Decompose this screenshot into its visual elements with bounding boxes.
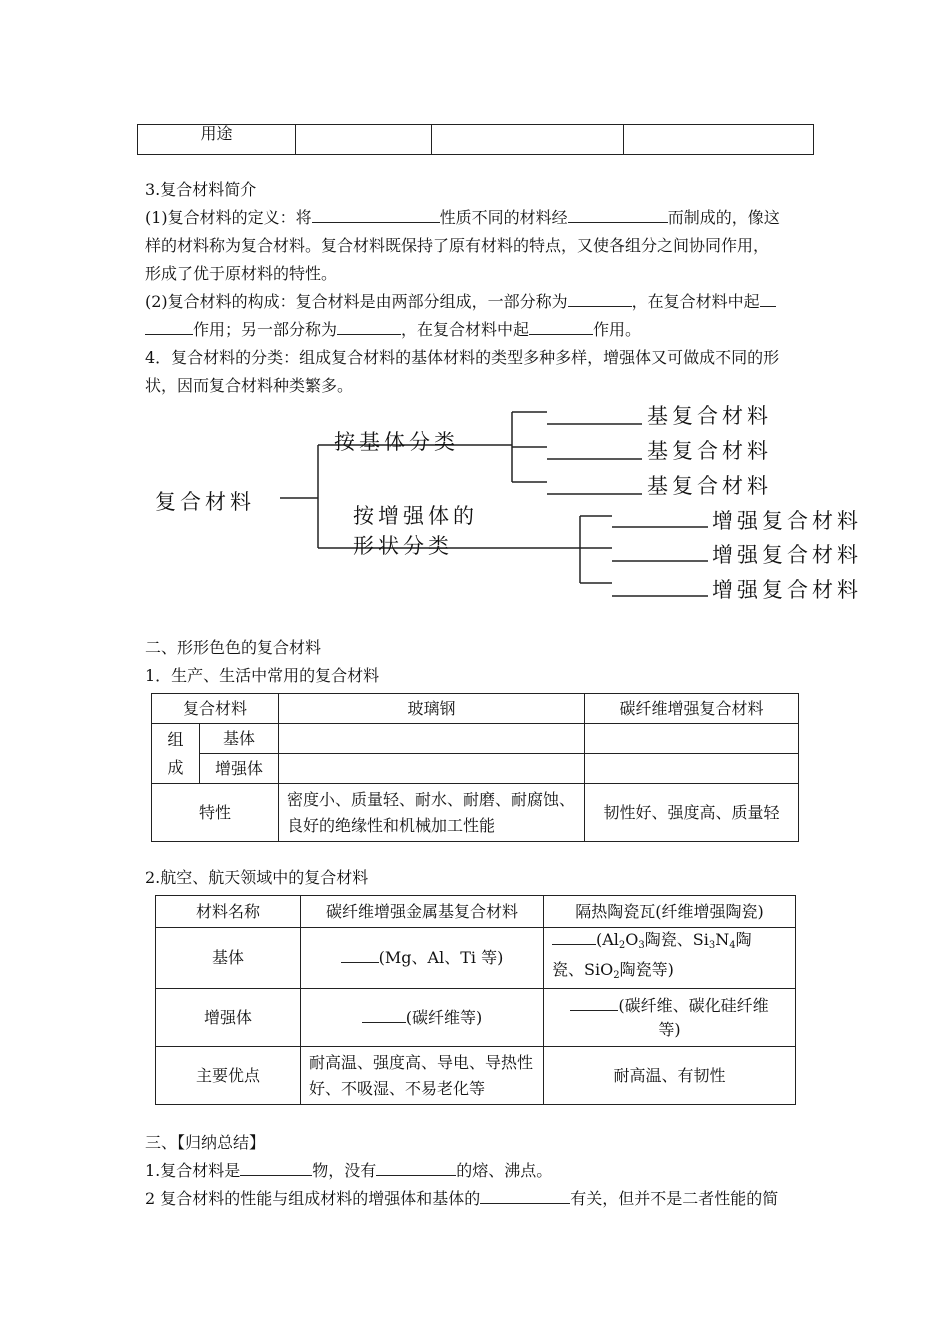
diagram-branch-reinforce-1: 按增强体的 bbox=[353, 504, 478, 528]
answer-blank[interactable] bbox=[376, 1161, 456, 1176]
answer-blank[interactable] bbox=[341, 948, 379, 963]
section3-title: 3.复合材料简介 bbox=[145, 180, 257, 199]
aerospace-composites-table bbox=[155, 895, 796, 1105]
row-label-advantages: 主要优点 bbox=[156, 1047, 301, 1105]
diagram-leaf-matrix: 基复合材料 bbox=[647, 474, 772, 498]
composition-line-2: 作用；另一部分称为 ，在复合材料中起 作用。 bbox=[145, 320, 641, 340]
diagram-leaf-matrix: 基复合材料 bbox=[647, 439, 772, 463]
answer-blank[interactable] bbox=[552, 930, 596, 945]
answer-blank[interactable] bbox=[362, 1008, 406, 1023]
composition-group-label: 组 成 bbox=[152, 724, 200, 784]
composition-line-1: (2)复合材料的构成：复合材料是由两部分组成，一部分称为 ，在复合材料中起 bbox=[145, 292, 776, 312]
usage-row-label: 用途 bbox=[138, 125, 296, 155]
definition-line-2: 样的材料称为复合材料。复合材料既保持了原有材料的特点，又使各组分之间协同作用， bbox=[145, 236, 770, 255]
ceramic-reinforce-cell: (碳纤维、碳化硅纤维 等) bbox=[544, 989, 796, 1047]
row-label-matrix: 基体 bbox=[200, 724, 279, 754]
ceramic-advantages: 耐高温、有韧性 bbox=[544, 1047, 796, 1105]
table-header: 复合材料 bbox=[152, 694, 279, 724]
definition-line-3: 形成了优于原材料的特性。 bbox=[145, 264, 338, 283]
diagram-leaf-reinforce: 增强复合材料 bbox=[712, 578, 862, 602]
section-three-title: 三、【归纳总结】 bbox=[145, 1133, 266, 1152]
table-header: 隔热陶瓷瓦(纤维增强陶瓷) bbox=[544, 896, 796, 928]
answer-cell[interactable] bbox=[585, 724, 799, 754]
answer-blank[interactable] bbox=[480, 1189, 570, 1204]
table-header: 碳纤维增强金属基复合材料 bbox=[301, 896, 544, 928]
row-label-property: 特性 bbox=[152, 784, 279, 842]
answer-cell[interactable] bbox=[585, 754, 799, 784]
section-two-sub1: 1．生产、生活中常用的复合材料 bbox=[145, 666, 380, 685]
summary-line-2: 2 复合材料的性能与组成材料的增强体和基体的 有关，但并不是二者性能的简 bbox=[145, 1189, 779, 1208]
metal-advantages: 耐高温、强度高、导电、导热性好、不吸湿、不易老化等 bbox=[301, 1047, 544, 1105]
diagram-branch-reinforce-2: 形状分类 bbox=[353, 534, 453, 558]
carbon-fiber-property: 韧性好、强度高、质量轻 bbox=[585, 784, 799, 842]
definition-line-1: (1)复合材料的定义：将 性质不同的材料经 而制成的，像这 bbox=[145, 208, 780, 227]
section-two-title: 二、形形色色的复合材料 bbox=[145, 638, 322, 657]
answer-blank[interactable] bbox=[240, 1161, 312, 1176]
summary-line-1: 1.复合材料是 物，没有 的熔、沸点。 bbox=[145, 1161, 553, 1180]
diagram-leaf-reinforce: 增强复合材料 bbox=[712, 509, 862, 533]
ceramic-matrix-cell: ($Al_2O_3$陶瓷、$Si_3N_4$陶 瓷、SiO$_2$陶瓷等) bbox=[544, 928, 796, 989]
table-header: 材料名称 bbox=[156, 896, 301, 928]
diagram-leaf-matrix: 基复合材料 bbox=[647, 404, 772, 428]
answer-cell[interactable] bbox=[279, 754, 585, 784]
answer-cell[interactable] bbox=[279, 724, 585, 754]
diagram-leaf-reinforce: 增强复合材料 bbox=[712, 543, 862, 567]
diagram-branch-matrix: 按基体分类 bbox=[334, 430, 459, 454]
metal-reinforce-cell: (碳纤维等) bbox=[301, 989, 544, 1047]
row-label-matrix: 基体 bbox=[156, 928, 301, 989]
classification-line-1: 4．复合材料的分类：组成复合材料的基体材料的类型多种多样，增强体又可做成不同的形 bbox=[145, 348, 780, 367]
diagram-root: 复合材料 bbox=[155, 490, 255, 514]
table-header: 玻璃钢 bbox=[279, 694, 585, 724]
glass-fiber-property: 密度小、质量轻、耐水、耐磨、耐腐蚀、良好的绝缘性和机械加工性能 bbox=[279, 784, 585, 842]
row-label-reinforce: 增强体 bbox=[156, 989, 301, 1047]
common-composites-table bbox=[151, 693, 799, 842]
metal-matrix-cell: (Mg、Al、Ti 等) bbox=[301, 928, 544, 989]
answer-blank[interactable] bbox=[570, 996, 618, 1011]
section-two-sub2: 2.航空、航天领域中的复合材料 bbox=[145, 868, 369, 887]
classification-line-2: 状，因而复合材料种类繁多。 bbox=[145, 376, 354, 395]
table-header: 碳纤维增强复合材料 bbox=[585, 694, 799, 724]
row-label-reinforce: 增强体 bbox=[200, 754, 279, 784]
